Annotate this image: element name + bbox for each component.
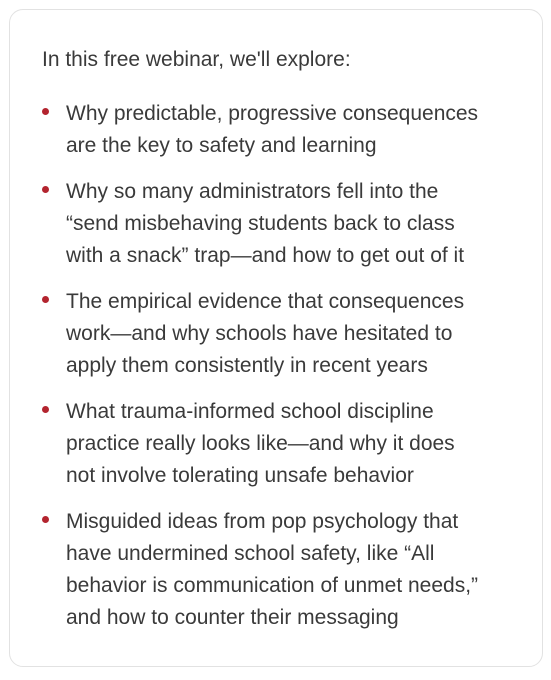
list-item-line: Misguided ideas from pop psychology that — [66, 510, 459, 533]
topic-list — [42, 98, 512, 648]
list-item-line: The empirical evidence that consequences — [66, 290, 465, 313]
list-item — [42, 506, 512, 634]
list-item — [42, 286, 512, 382]
list-item-line: Why predictable, progressive consequences — [66, 102, 479, 125]
list-item-line: “send misbehaving students back to class — [66, 212, 455, 235]
bullet-icon — [42, 516, 49, 523]
list-item-line: not involve tolerating unsafe behavior — [66, 464, 414, 487]
bullet-icon — [42, 296, 49, 303]
list-item-line: apply them consistently in recent years — [66, 354, 428, 377]
list-item — [42, 396, 512, 492]
list-item-line: practice really looks like—and why it does — [66, 432, 455, 455]
list-item — [42, 98, 512, 162]
list-item-line: are the key to safety and learning — [66, 134, 377, 157]
intro-text: In this free webinar, we'll explore: — [42, 48, 351, 71]
bullet-icon — [42, 186, 49, 193]
list-item-line: What trauma-informed school discipline — [66, 400, 434, 423]
list-item-line: with a snack” trap—and how to get out of it — [66, 244, 465, 267]
bullet-icon — [42, 108, 49, 115]
list-item — [42, 176, 512, 272]
list-item-line: work—and why schools have hesitated to — [66, 322, 453, 345]
webinar-card — [9, 9, 543, 667]
bullet-icon — [42, 406, 49, 413]
list-item-line: behavior is communication of unmet needs,” — [66, 574, 479, 597]
list-item-line: have undermined school safety, like “All — [66, 542, 435, 565]
list-item-line: and how to counter their messaging — [66, 606, 399, 629]
list-item-line: Why so many administrators fell into the — [66, 180, 439, 203]
